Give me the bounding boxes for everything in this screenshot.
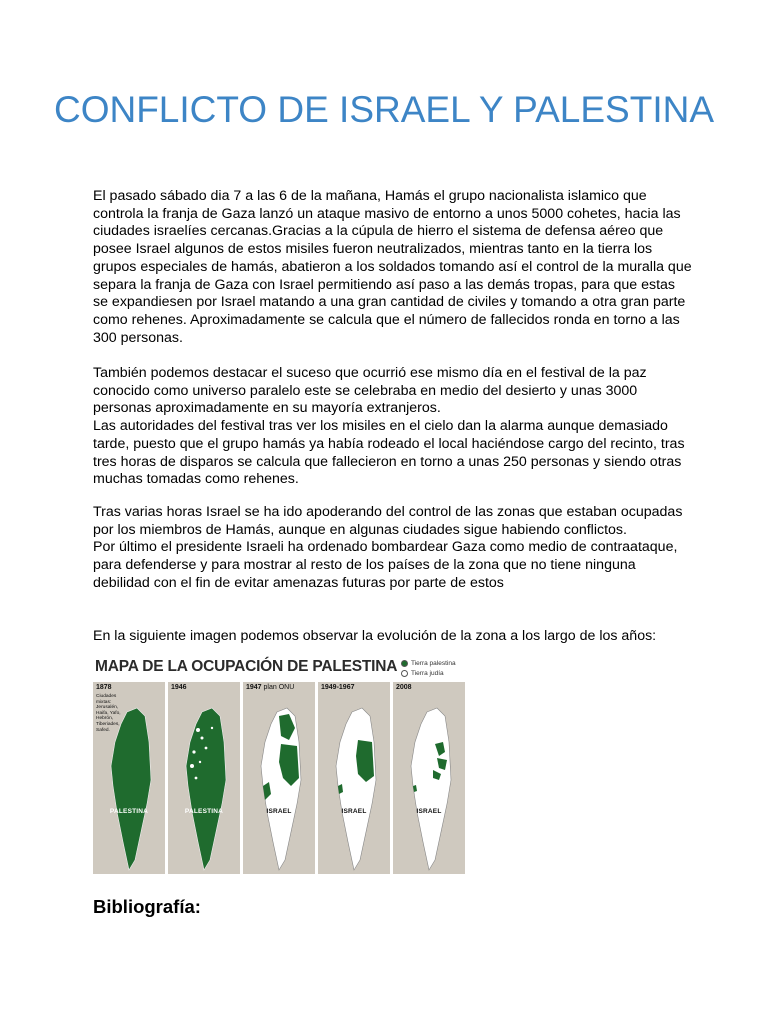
panel-year-note: plan ONU [263,684,295,691]
panel-year [246,684,294,691]
panel-year-value: 1947 [246,684,262,691]
map-2008-image [393,682,465,874]
panel-year: 1878 [96,684,112,691]
map-panel-2008 [393,682,465,874]
paragraph-attack: El pasado sábado dia 7 a las 6 de la mañana, Hamás el grupo nacionalista islamico que controla la franja de Gaza lanzó un ataque masivo de entorno a unos 5000 cohetes, hacia las ciudades israelíes cercanas.Gracias a la cúpula de hierro el sistema de defensa aéreo que posee Israel algunos de estos misiles fueron neutralizados, mientras tanto en la tierra los grupos especiales de hamás, abatieron a los soldados tomando así el control de la muralla que separa la franja de Gaza con Israel permitiendo así paso a las demás tropas, para que estas se expandiesen por Israel matando a una gran cantidad de civiles y tomando a otra gran parte como rehenes. Aproximadamente se calcula que el número de fallecidos ronda en torno a las 300 personas. [93,188,692,346]
panel-label: ISRAEL [341,808,367,815]
legend-swatch-white [401,670,408,677]
map-1949-1967-image [318,682,390,874]
paragraph-image-intro: En la siguiente imagen podemos observar la evolución de la zona a los largo de los años: [93,628,657,644]
paragraph-festival: También podemos destacar el suceso que ocurrió ese mismo día en el festival de la paz conocido como universo paralelo este se celebraba en medio del desierto y unas 3000 personas aproximadamente en su mayoría extranjeros. Las autoridades del festival tras ver los misiles en el cielo dan la alarma aunque demasiado tarde, puesto que el grupo hamás ya había rodeado el local haciéndose cargo del recinto, tras tres horas de disparos se calcula que fallecieron en torno a unas 250 personas y siendo otras muchas tomadas como rehenes. [93,365,685,488]
map-panel-1878 [93,682,165,874]
legend-swatch-green [401,660,408,667]
panel-label: ISRAEL [266,808,292,815]
panel-year: 2008 [396,684,412,691]
panel-year: 1949-1967 [321,684,355,691]
legend-item-jewish [401,668,456,678]
bibliography-heading: Bibliografía: [93,896,201,917]
panel-label: ISRAEL [416,808,442,815]
panel-label: PALESTINA [184,808,224,815]
panel-label: PALESTINA [109,808,149,815]
map-legend [401,658,456,678]
map-1947-image [243,682,315,874]
map-panel-1946 [168,682,240,874]
panel-year: 1946 [171,684,187,691]
map-1946-image [168,682,240,874]
paragraph-response: Tras varias horas Israel se ha ido apoderando del control de las zonas que estaban ocupadas por los miembros de Hamás, aunque en algunas ciudades sigue habiendo conflictos. Por último el presidente Israeli ha ordenado bombardear Gaza como medio de contraataque, para defenderse y para mostrar al resto de los países de la zona que no tiene ninguna debilidad con el fin de evitar amenazas futuras por parte de estos [93,504,683,591]
legend-label: Tierra palestina [411,659,456,667]
map-panel-1949-1967 [318,682,390,874]
figure-title: MAPA DE LA OCUPACIÓN DE PALESTINA [95,658,398,675]
occupation-map-figure [93,656,465,874]
panel-cities: Ciudades mixtas: Jerusalén, Haifa, Yafo, Hebrón, Tiberiades, Safed. [96,694,121,733]
map-panels [93,682,465,874]
legend-item-palestinian [401,658,456,668]
page-title: CONFLICTO DE ISRAEL Y PALESTINA [53,89,715,130]
legend-label: Tierra judía [411,669,444,677]
map-panel-1947 [243,682,315,874]
